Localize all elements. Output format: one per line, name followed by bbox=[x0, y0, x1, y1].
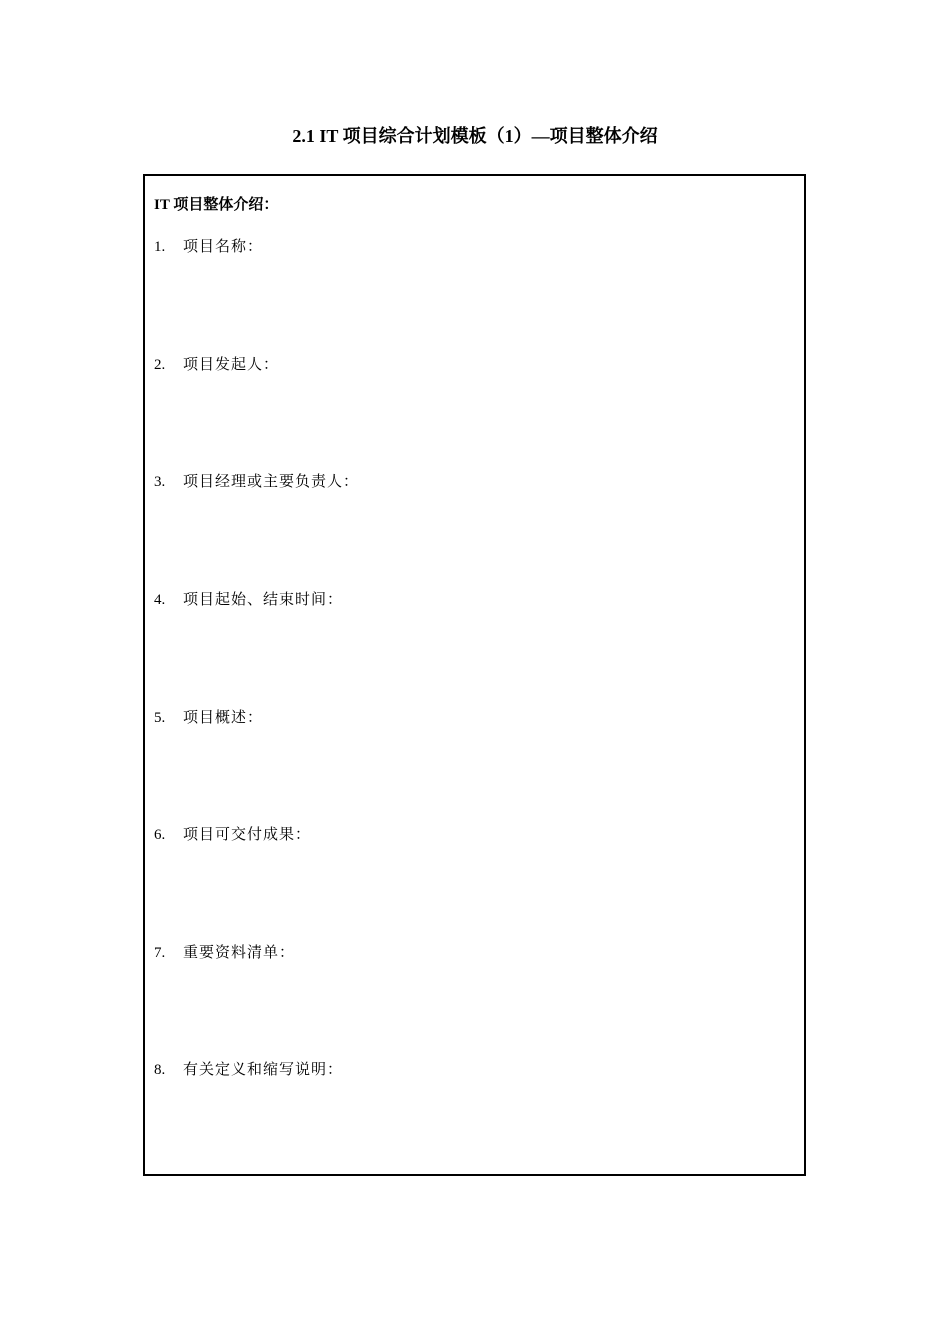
field-definitions-abbreviations bbox=[154, 1058, 343, 1081]
item-label: 项目发起人： bbox=[183, 355, 280, 373]
item-number: 2. bbox=[154, 357, 166, 373]
field-project-sponsor bbox=[154, 353, 279, 376]
item-label: 项目起始、结束时间： bbox=[183, 590, 344, 608]
field-key-documents bbox=[154, 941, 295, 964]
item-label: 项目可交付成果： bbox=[183, 825, 312, 843]
field-project-name bbox=[154, 235, 263, 258]
item-number: 8. bbox=[154, 1062, 166, 1078]
item-number: 5. bbox=[154, 710, 166, 726]
item-label: 有关定义和缩写说明： bbox=[183, 1060, 344, 1078]
item-number: 3. bbox=[154, 474, 166, 490]
field-project-manager bbox=[154, 470, 359, 493]
field-project-overview bbox=[154, 706, 263, 729]
item-label: 项目经理或主要负责人： bbox=[183, 472, 360, 490]
item-number: 4. bbox=[154, 592, 166, 608]
item-number: 6. bbox=[154, 827, 166, 843]
project-overview-form bbox=[143, 174, 806, 1176]
item-label: 项目概述： bbox=[183, 708, 264, 726]
document-title: 2.1 IT 项目综合计划模板（1）—项目整体介绍 bbox=[292, 126, 658, 146]
field-project-deliverables bbox=[154, 823, 311, 846]
section-heading: IT 项目整体介绍： bbox=[154, 197, 279, 213]
field-project-timeline bbox=[154, 588, 343, 611]
item-label: 重要资料清单： bbox=[183, 943, 296, 961]
item-number: 7. bbox=[154, 945, 166, 961]
item-label: 项目名称： bbox=[183, 237, 264, 255]
item-number: 1. bbox=[154, 239, 166, 255]
